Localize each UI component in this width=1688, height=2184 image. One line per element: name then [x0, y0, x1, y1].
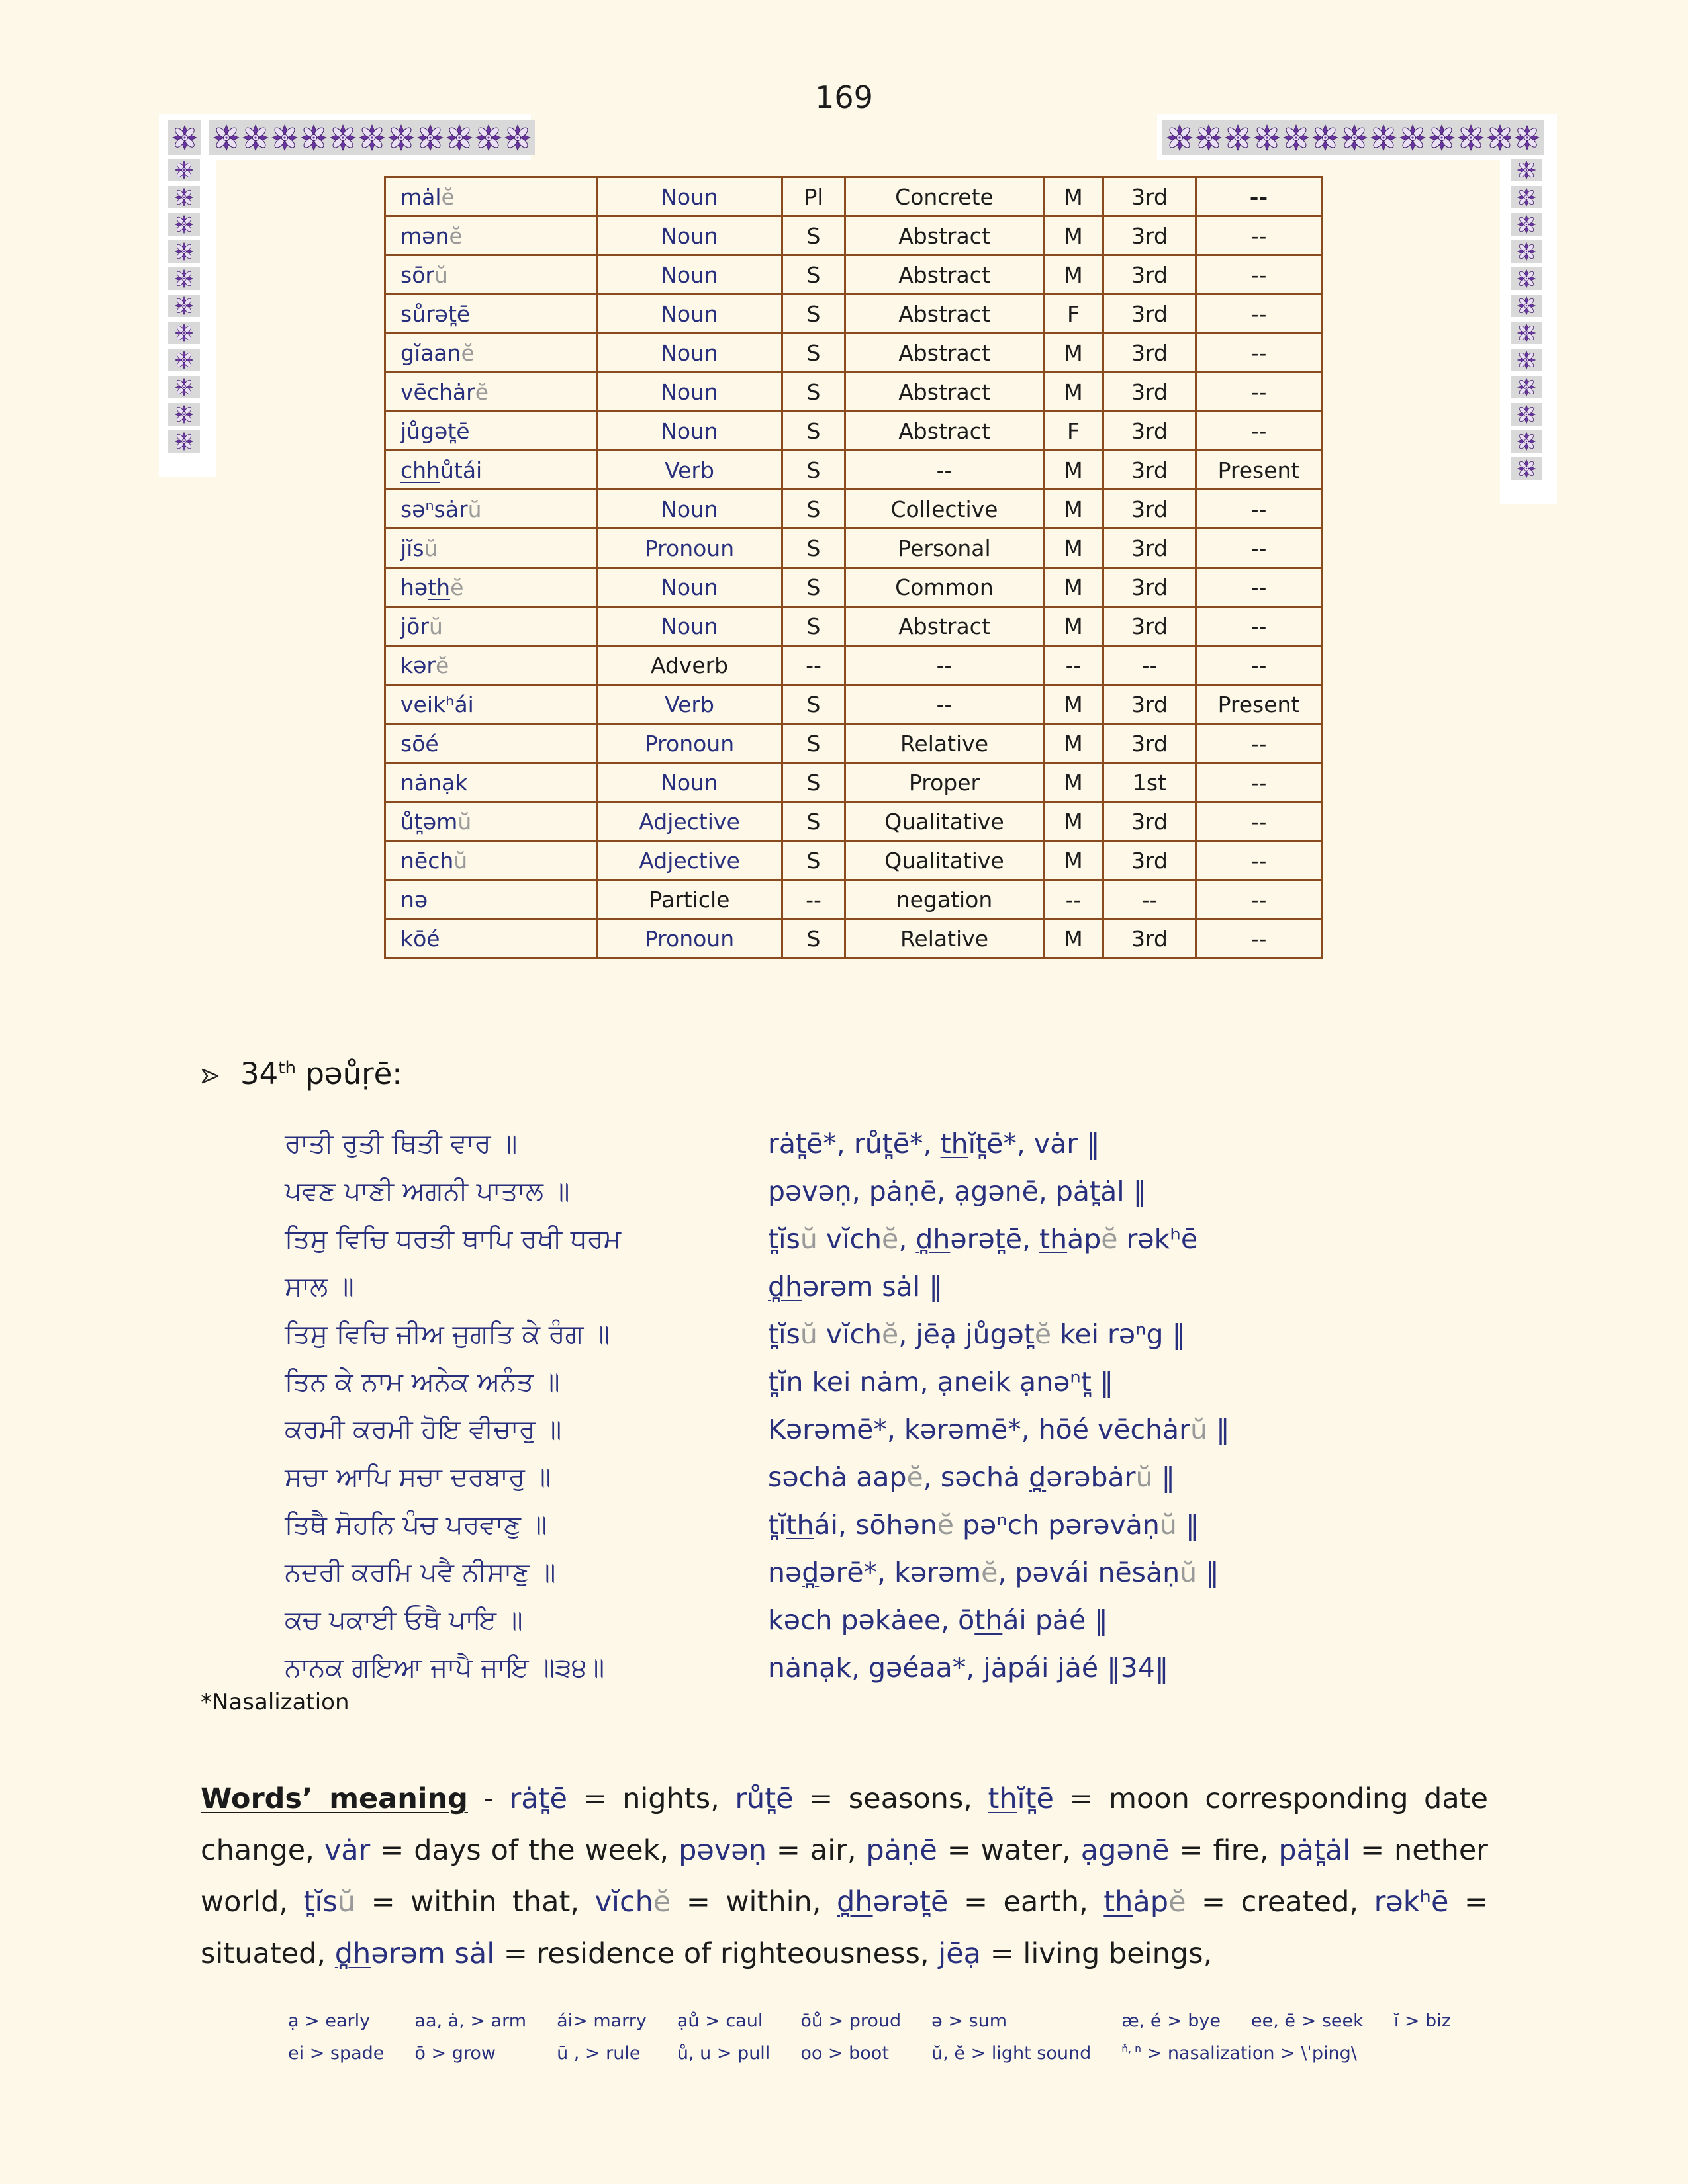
poem-line: [285, 1167, 1230, 1215]
pronunciation-item: ĭ > biz: [1393, 2011, 1451, 2031]
tense-cell: --: [1196, 724, 1322, 763]
table-row: [385, 373, 1322, 412]
flower-icon: [300, 123, 328, 152]
type-cell: --: [845, 646, 1044, 685]
decor-corner-flower: [168, 120, 201, 155]
gender-cell: M: [1044, 802, 1103, 841]
pronunciation-item: ū , > rule: [557, 2043, 641, 2064]
person-cell: 3rd: [1103, 841, 1196, 880]
word-cell: sōrŭ: [385, 255, 597, 295]
pronunciation-item: ů, u > pull: [677, 2043, 771, 2064]
number-cell: --: [782, 646, 845, 685]
flower-cell: [168, 322, 200, 344]
roman-transliteration: kəch pəkȧee, ōthái pȧé ‖: [768, 1604, 1108, 1636]
person-cell: 3rd: [1103, 529, 1196, 568]
grammar-table: [384, 176, 1323, 959]
type-cell: Abstract: [845, 412, 1044, 451]
gender-cell: M: [1044, 763, 1103, 802]
number-cell: S: [782, 295, 845, 334]
pronunciation-item: ə > sum: [931, 2011, 1008, 2031]
tense-cell: Present: [1196, 451, 1322, 490]
gender-cell: --: [1044, 880, 1103, 919]
tense-cell: --: [1196, 334, 1322, 373]
number-cell: S: [782, 919, 845, 958]
poem-line: [285, 1120, 1230, 1167]
flower-icon: [171, 377, 197, 397]
poem-line: [285, 1644, 1230, 1692]
gender-cell: M: [1044, 255, 1103, 295]
roman-transliteration: t̪ĭsŭ vĭchĕ, jēạ jůgət̪ĕ kei rəⁿg ‖: [768, 1318, 1186, 1350]
pauri-verse-block: [285, 1120, 1230, 1692]
flower-icon: [1513, 350, 1540, 370]
table-row: [385, 802, 1322, 841]
gurmukhi-verse: ਸਾਲ ॥: [285, 1271, 354, 1302]
flower-icon: [1311, 123, 1339, 152]
person-cell: 1st: [1103, 763, 1196, 802]
type-cell: Relative: [845, 724, 1044, 763]
roman-transliteration: t̪ĭn kei nȧm, ạneik ạnəⁿt̪ ‖: [768, 1366, 1114, 1398]
roman-transliteration: t̪ĭsŭ vĭchĕ, d̪hərət̪ē, thȧpĕ rəkʰē: [768, 1223, 1198, 1255]
table-row: [385, 607, 1322, 646]
flower-icon: [329, 123, 357, 152]
tense-cell: --: [1196, 216, 1322, 255]
number-cell: S: [782, 334, 845, 373]
table-row: [385, 529, 1322, 568]
pronunciation-item: ei > spade: [288, 2043, 385, 2064]
person-cell: 3rd: [1103, 607, 1196, 646]
flower-icon: [1195, 123, 1223, 152]
flower-icon: [504, 123, 532, 152]
word-cell: ůt̪əmŭ: [385, 802, 597, 841]
flower-icon: [171, 323, 197, 343]
type-cell: Qualitative: [845, 802, 1044, 841]
flower-icon: [171, 187, 197, 207]
type-cell: Qualitative: [845, 841, 1044, 880]
flower-cell: [1511, 403, 1542, 426]
flower-icon: [1513, 160, 1540, 180]
poem-line: [285, 1263, 1230, 1310]
gurmukhi-verse: ਤਿਥੈ ਸੋਹਨਿ ਪੰਚ ਪਰਵਾਣੁ ॥: [285, 1510, 547, 1540]
type-cell: negation: [845, 880, 1044, 919]
arrowhead-bullet-icon: [201, 1066, 220, 1087]
tense-cell: --: [1196, 295, 1322, 334]
flower-icon: [1513, 124, 1541, 151]
person-cell: --: [1103, 646, 1196, 685]
word-cell: gĭaanĕ: [385, 334, 597, 373]
flower-cell: [1511, 213, 1542, 236]
type-cell: Relative: [845, 919, 1044, 958]
flower-icon: [1370, 123, 1397, 152]
word-cell: nȧnạk: [385, 763, 597, 802]
roman-transliteration: d̪hərəm sȧl ‖: [768, 1271, 943, 1302]
number-cell: --: [782, 880, 845, 919]
flower-icon: [1513, 187, 1540, 207]
flower-icon: [171, 269, 197, 289]
flower-icon: [1513, 404, 1540, 424]
number-cell: S: [782, 451, 845, 490]
flower-cell: [168, 430, 200, 453]
person-cell: --: [1103, 880, 1196, 919]
flower-icon: [171, 404, 197, 424]
roman-transliteration: nȧnạk, gəéaa*, jȧpái jȧé ‖34‖: [768, 1652, 1169, 1684]
word-cell: kərĕ: [385, 646, 597, 685]
tense-cell: Present: [1196, 685, 1322, 724]
number-cell: S: [782, 216, 845, 255]
person-cell: 3rd: [1103, 373, 1196, 412]
flower-cell: [1511, 186, 1542, 208]
number-cell: S: [782, 607, 845, 646]
type-cell: Abstract: [845, 216, 1044, 255]
tense-cell: --: [1196, 607, 1322, 646]
number-cell: S: [782, 685, 845, 724]
person-cell: 3rd: [1103, 295, 1196, 334]
pronunciation-item: oo > boot: [800, 2043, 889, 2064]
tense-cell: --: [1196, 763, 1322, 802]
gender-cell: M: [1044, 177, 1103, 216]
type-cell: --: [845, 685, 1044, 724]
flower-icon: [1340, 123, 1368, 152]
table-row: [385, 177, 1322, 216]
flower-icon: [242, 123, 269, 152]
tense-cell: --: [1196, 490, 1322, 529]
flower-cell: [168, 376, 200, 398]
number-cell: S: [782, 490, 845, 529]
decor-border-top-left: [209, 120, 535, 155]
flower-icon: [416, 123, 444, 152]
pronunciation-item: ōů > proud: [800, 2011, 902, 2031]
table-row: [385, 295, 1322, 334]
table-row: [385, 646, 1322, 685]
decor-corner-flower: [1511, 120, 1544, 155]
roman-transliteration: rȧt̪ē*, růt̪ē*, thĭt̪ē*, vȧr ‖: [768, 1128, 1100, 1160]
tense-cell: --: [1196, 646, 1322, 685]
flower-icon: [212, 123, 240, 152]
flower-cell: [1511, 159, 1542, 181]
word-cell: jĭsŭ: [385, 529, 597, 568]
roman-transliteration: səchȧ aapĕ, səchȧ d̪ərəbȧrŭ ‖: [768, 1461, 1176, 1493]
gender-cell: M: [1044, 373, 1103, 412]
roman-transliteration: nəd̪ərē*, kərəmĕ, pəvái nēsȧṇŭ ‖: [768, 1557, 1219, 1588]
flower-icon: [1513, 296, 1540, 316]
number-cell: S: [782, 373, 845, 412]
type-cell: Concrete: [845, 177, 1044, 216]
gender-cell: F: [1044, 412, 1103, 451]
flower-icon: [1513, 432, 1540, 451]
number-cell: S: [782, 724, 845, 763]
part_of_speech-cell: Verb: [597, 451, 782, 490]
words-meaning-paragraph: Words’ meaning - rȧt̪ē = nights, růt̪ē = seasons, thĭt̪ē = moon corresponding date change, vȧr = days of the week, pəvəṇ = air, pȧṇē = water, ạgənē = fire, pȧt̪ȧl = nether world, t̪ĭsŭ = within that, vĭchĕ = within, d̪hərət̪ē = earth, thȧpĕ = created, rəkʰē = situated, d̪hərəm sȧl = residence of righteousness, jēạ = living beings,: [201, 1782, 1489, 1970]
flower-icon: [171, 242, 197, 261]
decor-border-right: [1511, 159, 1542, 480]
flower-cell: [168, 213, 200, 236]
gurmukhi-verse: ਸਚਾ ਆਪਿ ਸਚਾ ਦਰਬਾਰੁ ॥: [285, 1462, 551, 1492]
tense-cell: --: [1196, 529, 1322, 568]
flower-cell: [168, 186, 200, 208]
part_of_speech-cell: Noun: [597, 607, 782, 646]
part_of_speech-cell: Adjective: [597, 841, 782, 880]
word-cell: mənĕ: [385, 216, 597, 255]
flower-icon: [1513, 214, 1540, 234]
gurmukhi-verse: ਨਦਰੀ ਕਰਮਿ ਪਵੈ ਨੀਸਾਣੁ ॥: [285, 1557, 556, 1588]
gender-cell: M: [1044, 216, 1103, 255]
flower-icon: [1224, 123, 1252, 152]
part_of_speech-cell: Noun: [597, 334, 782, 373]
gurmukhi-verse: ਕਰਮੀ ਕਰਮੀ ਹੋਇ ਵੀਚਾਰੁ ॥: [285, 1414, 562, 1445]
flower-icon: [1253, 123, 1281, 152]
gender-cell: M: [1044, 451, 1103, 490]
part_of_speech-cell: Adjective: [597, 802, 782, 841]
word-cell: vēchȧrĕ: [385, 373, 597, 412]
part_of_speech-cell: Verb: [597, 685, 782, 724]
flower-cell: [1511, 322, 1542, 344]
flower-icon: [1513, 377, 1540, 397]
type-cell: Abstract: [845, 373, 1044, 412]
roman-transliteration: Kərəmē*, kərəmē*, hōé vēchȧrŭ ‖: [768, 1414, 1230, 1445]
flower-icon: [171, 214, 197, 234]
flower-icon: [171, 432, 197, 451]
number-cell: S: [782, 802, 845, 841]
word-cell: kōé: [385, 919, 597, 958]
tense-cell: --: [1196, 841, 1322, 880]
flower-cell: [168, 349, 200, 371]
poem-line: [285, 1453, 1230, 1501]
gender-cell: M: [1044, 490, 1103, 529]
word-cell: sōé: [385, 724, 597, 763]
table-row: [385, 568, 1322, 607]
flower-icon: [445, 123, 473, 152]
word-cell: mȧlĕ: [385, 177, 597, 216]
number-cell: S: [782, 841, 845, 880]
gender-cell: M: [1044, 919, 1103, 958]
table-row: [385, 841, 1322, 880]
person-cell: 3rd: [1103, 919, 1196, 958]
tense-cell: --: [1196, 412, 1322, 451]
flower-icon: [171, 124, 199, 151]
flower-cell: [1511, 349, 1542, 371]
table-row: [385, 490, 1322, 529]
pronunciation-item: æ, é > bye: [1121, 2011, 1221, 2031]
flower-icon: [475, 123, 502, 152]
table-row: [385, 880, 1322, 919]
part_of_speech-cell: Pronoun: [597, 919, 782, 958]
person-cell: 3rd: [1103, 568, 1196, 607]
tense-cell: --: [1196, 880, 1322, 919]
part_of_speech-cell: Noun: [597, 490, 782, 529]
word-cell: sůrət̪ē: [385, 295, 597, 334]
pronunciation-item: $^{ň, n}$ > nasalization > \ˈping\: [1121, 2042, 1357, 2064]
part_of_speech-cell: Noun: [597, 295, 782, 334]
gender-cell: M: [1044, 568, 1103, 607]
flower-icon: [171, 296, 197, 316]
type-cell: Personal: [845, 529, 1044, 568]
flower-icon: [1486, 123, 1514, 152]
gender-cell: M: [1044, 334, 1103, 373]
poem-line: [285, 1215, 1230, 1263]
person-cell: 3rd: [1103, 802, 1196, 841]
gender-cell: M: [1044, 529, 1103, 568]
roman-transliteration: t̪ĭthái, sōhənĕ pəⁿch pərəvȧṇŭ ‖: [768, 1509, 1199, 1541]
pronunciation-item: ạ > early: [288, 2011, 371, 2031]
gender-cell: --: [1044, 646, 1103, 685]
type-cell: --: [845, 451, 1044, 490]
person-cell: 3rd: [1103, 451, 1196, 490]
flower-icon: [1513, 459, 1540, 478]
number-cell: S: [782, 255, 845, 295]
gurmukhi-verse: ਤਿਨ ਕੇ ਨਾਮ ਅਨੇਕ ਅਨੰਤ ॥: [285, 1367, 560, 1397]
table-row: [385, 763, 1322, 802]
flower-icon: [1282, 123, 1310, 152]
part_of_speech-cell: Noun: [597, 412, 782, 451]
roman-transliteration: pəvəṇ, pȧṇē, ạgənē, pȧt̪ȧl ‖: [768, 1175, 1147, 1207]
flower-icon: [358, 123, 386, 152]
person-cell: 3rd: [1103, 255, 1196, 295]
part_of_speech-cell: Pronoun: [597, 529, 782, 568]
word-cell: jōrŭ: [385, 607, 597, 646]
table-row: [385, 685, 1322, 724]
number-cell: S: [782, 763, 845, 802]
flower-cell: [168, 159, 200, 181]
part_of_speech-cell: Noun: [597, 216, 782, 255]
flower-cell: [1511, 267, 1542, 290]
pronunciation-item: ŭ, ĕ > light sound: [931, 2043, 1092, 2064]
nasalization-footnote: *Nasalization: [201, 1689, 350, 1715]
part_of_speech-cell: Adverb: [597, 646, 782, 685]
word-cell: nēchŭ: [385, 841, 597, 880]
gender-cell: M: [1044, 724, 1103, 763]
gurmukhi-verse: ਤਿਸੁ ਵਿਚਿ ਜੀਅ ਜੁਗਤਿ ਕੇ ਰੰਗ ॥: [285, 1319, 610, 1349]
part_of_speech-cell: Particle: [597, 880, 782, 919]
tense-cell: --: [1196, 568, 1322, 607]
type-cell: Abstract: [845, 255, 1044, 295]
part_of_speech-cell: Noun: [597, 255, 782, 295]
gurmukhi-verse: ਕਚ ਪਕਾਈ ਓਥੈ ਪਾਇ ॥: [285, 1605, 523, 1635]
pronunciation-item: ái> marry: [557, 2011, 647, 2031]
flower-icon: [1457, 123, 1485, 152]
flower-cell: [1511, 457, 1542, 480]
person-cell: 3rd: [1103, 685, 1196, 724]
decor-border-top-right: [1162, 120, 1517, 155]
tense-cell: --: [1196, 919, 1322, 958]
flower-cell: [1511, 376, 1542, 398]
number-cell: Pl: [782, 177, 845, 216]
tense-cell: --: [1196, 802, 1322, 841]
poem-line: [285, 1406, 1230, 1453]
table-row: [385, 255, 1322, 295]
word-cell: nə: [385, 880, 597, 919]
gurmukhi-verse: ਰਾਤੀ ਰੁਤੀ ਥਿਤੀ ਵਾਰ ॥: [285, 1128, 518, 1159]
section-heading: [201, 1056, 402, 1091]
tense-cell: --: [1196, 255, 1322, 295]
page-number: 169: [815, 79, 873, 115]
person-cell: 3rd: [1103, 177, 1196, 216]
part_of_speech-cell: Noun: [597, 177, 782, 216]
person-cell: 3rd: [1103, 216, 1196, 255]
flower-icon: [171, 350, 197, 370]
flower-cell: [168, 295, 200, 317]
flower-icon: [171, 160, 197, 180]
pronunciation-item: ō > grow: [414, 2043, 496, 2064]
poem-line: [285, 1596, 1230, 1644]
flower-icon: [1166, 123, 1194, 152]
flower-cell: [1511, 240, 1542, 263]
type-cell: Proper: [845, 763, 1044, 802]
word-cell: veikʰái: [385, 685, 597, 724]
flower-icon: [1513, 323, 1540, 343]
pronunciation-item: ee, ē > seek: [1251, 2011, 1364, 2031]
gurmukhi-verse: ਪਵਣ ਪਾਣੀ ਅਗਨੀ ਪਾਤਾਲ ॥: [285, 1176, 570, 1206]
flower-icon: [1399, 123, 1427, 152]
flower-icon: [271, 123, 299, 152]
part_of_speech-cell: Pronoun: [597, 724, 782, 763]
flower-cell: [168, 240, 200, 263]
gurmukhi-verse: ਤਿਸੁ ਵਿਚਿ ਧਰਤੀ ਥਾਪਿ ਰਖੀ ਧਰਮ: [285, 1224, 622, 1254]
word-cell: səⁿsȧrŭ: [385, 490, 597, 529]
number-cell: S: [782, 412, 845, 451]
poem-line: [285, 1549, 1230, 1596]
part_of_speech-cell: Noun: [597, 763, 782, 802]
word-cell: chhůtái: [385, 451, 597, 490]
person-cell: 3rd: [1103, 724, 1196, 763]
person-cell: 3rd: [1103, 334, 1196, 373]
pronunciation-item: ạů > caul: [677, 2011, 763, 2031]
table-row: [385, 451, 1322, 490]
person-cell: 3rd: [1103, 490, 1196, 529]
table-row: [385, 334, 1322, 373]
flower-cell: [168, 267, 200, 290]
word-cell: həthĕ: [385, 568, 597, 607]
pronunciation-guide: [288, 2011, 1451, 2064]
flower-icon: [1513, 269, 1540, 289]
gender-cell: M: [1044, 607, 1103, 646]
flower-cell: [1511, 430, 1542, 453]
word-cell: jůgət̪ē: [385, 412, 597, 451]
table-row: [385, 724, 1322, 763]
poem-line: [285, 1310, 1230, 1358]
flower-icon: [387, 123, 415, 152]
person-cell: 3rd: [1103, 412, 1196, 451]
part_of_speech-cell: Noun: [597, 373, 782, 412]
number-cell: S: [782, 568, 845, 607]
poem-line: [285, 1358, 1230, 1406]
gender-cell: F: [1044, 295, 1103, 334]
tense-cell: --: [1196, 373, 1322, 412]
type-cell: Common: [845, 568, 1044, 607]
section-heading-text: 34th pəůṛē:: [240, 1056, 402, 1091]
type-cell: Abstract: [845, 607, 1044, 646]
pronunciation-item: aa, ȧ, > arm: [414, 2011, 527, 2031]
type-cell: Abstract: [845, 334, 1044, 373]
table-row: [385, 412, 1322, 451]
flower-cell: [168, 403, 200, 426]
poem-line: [285, 1501, 1230, 1549]
table-row: [385, 919, 1322, 958]
gender-cell: M: [1044, 841, 1103, 880]
part_of_speech-cell: Noun: [597, 568, 782, 607]
type-cell: Collective: [845, 490, 1044, 529]
flower-icon: [1428, 123, 1456, 152]
flower-cell: [1511, 295, 1542, 317]
number-cell: S: [782, 529, 845, 568]
gurmukhi-verse: ਨਾਨਕ ਗਇਆ ਜਾਪੈ ਜਾਇ ॥੩੪॥: [285, 1653, 605, 1683]
gender-cell: M: [1044, 685, 1103, 724]
flower-icon: [1513, 242, 1540, 261]
decor-border-left: [168, 159, 200, 453]
type-cell: Abstract: [845, 295, 1044, 334]
tense-cell: --: [1196, 177, 1322, 216]
table-row: [385, 216, 1322, 255]
